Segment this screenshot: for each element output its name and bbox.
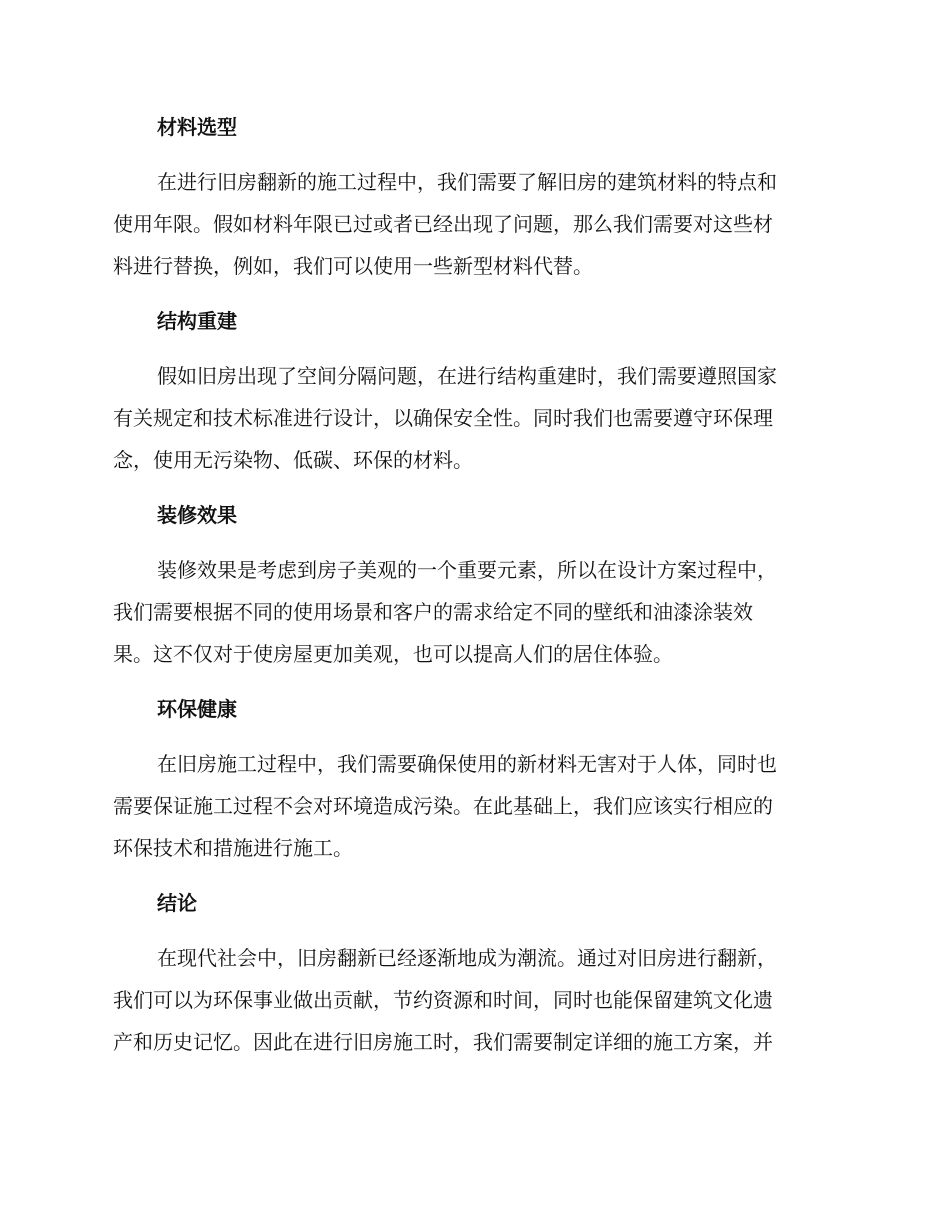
paragraph-line: 我们需要根据不同的使用场景和客户的需求给定不同的壁纸和油漆涂装效 — [113, 600, 753, 624]
paragraph-line: 装修效果是考虑到房子美观的一个重要元素，所以在设计方案过程中， — [157, 558, 777, 582]
paragraph-line: 果。这不仅对于使房屋更加美观，也可以提高人们的居住体验。 — [113, 642, 673, 666]
section-paragraph — [113, 743, 829, 869]
paragraph-line: 我们可以为环保事业做出贡献，节约资源和时间，同时也能保留建筑文化遗 — [113, 988, 773, 1012]
section-heading: 环保健康 — [157, 697, 237, 721]
section-heading: 装修效果 — [157, 503, 237, 527]
paragraph-line: 念，使用无污染物、低碳、环保的材料。 — [113, 448, 473, 472]
section-paragraph — [113, 355, 829, 481]
paragraph-line: 需要保证施工过程不会对环境造成污染。在此基础上，我们应该实行相应的 — [113, 794, 773, 818]
section-heading: 材料选型 — [157, 115, 237, 139]
section-paragraph — [113, 549, 829, 675]
paragraph-line: 料进行替换，例如，我们可以使用一些新型材料代替。 — [113, 254, 593, 278]
section-heading: 结论 — [157, 891, 197, 915]
paragraph-line: 在现代社会中，旧房翻新已经逐渐地成为潮流。通过对旧房进行翻新， — [157, 946, 777, 970]
section-structure-rebuild — [113, 300, 829, 481]
paragraph-line: 有关规定和技术标准进行设计，以确保安全性。同时我们也需要遵守环保理 — [113, 406, 773, 430]
paragraph-line: 环保技术和措施进行施工。 — [113, 836, 353, 860]
paragraph-line: 在旧房施工过程中，我们需要确保使用的新材料无害对于人体，同时也 — [157, 752, 777, 776]
paragraph-line: 产和历史记忆。因此在进行旧房施工时，我们需要制定详细的施工方案，并 — [113, 1030, 773, 1054]
document-page — [113, 106, 829, 1076]
section-heading: 结构重建 — [157, 309, 237, 333]
paragraph-line: 在进行旧房翻新的施工过程中，我们需要了解旧房的建筑材料的特点和 — [157, 170, 777, 194]
paragraph-line: 使用年限。假如材料年限已过或者已经出现了问题，那么我们需要对这些材 — [113, 212, 773, 236]
section-paragraph — [113, 937, 829, 1063]
section-paragraph — [113, 161, 829, 287]
paragraph-line: 假如旧房出现了空间分隔问题，在进行结构重建时，我们需要遵照国家 — [157, 364, 777, 388]
section-decoration-effect — [113, 494, 829, 675]
section-conclusion — [113, 882, 829, 1063]
section-eco-health — [113, 688, 829, 869]
section-material-selection — [113, 106, 829, 287]
